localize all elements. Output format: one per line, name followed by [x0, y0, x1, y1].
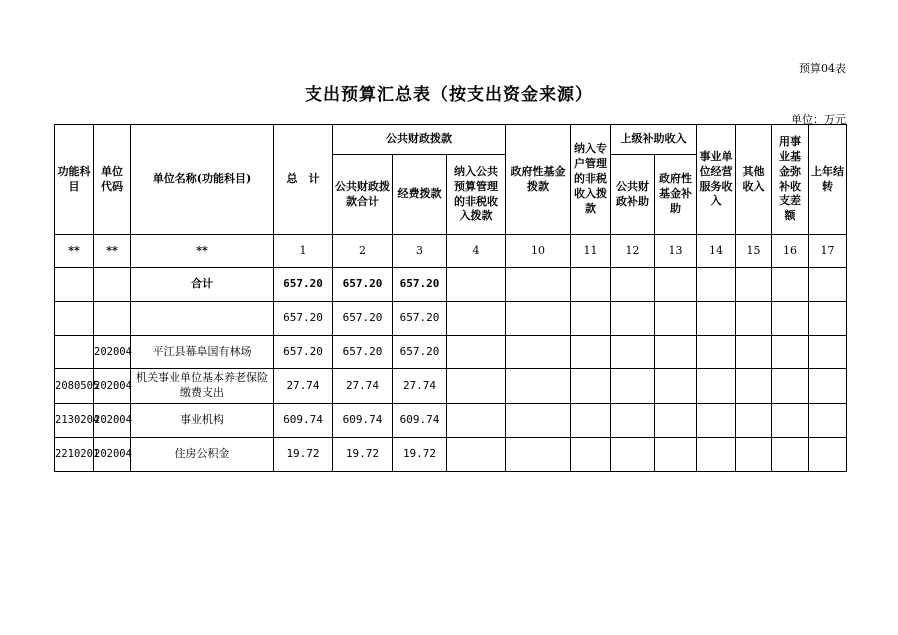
empty-cell: [655, 302, 697, 336]
empty-cell: [697, 438, 736, 472]
expense-alloc-cell: 657.20: [393, 268, 447, 302]
empty-cell: [772, 268, 809, 302]
empty-cell: [611, 404, 655, 438]
index-cell: **: [55, 235, 94, 268]
index-cell: 11: [571, 235, 611, 268]
header-last-year-balance: 上年结转: [809, 125, 847, 235]
header-unit-name: 单位名称(功能科目): [131, 125, 274, 235]
unit-name-cell: 事业机构: [131, 404, 274, 438]
header-func-code: 功能科目: [55, 125, 94, 235]
header-special-nontax: 纳入专户管理的非税收入拨款: [571, 125, 611, 235]
table-row: [55, 369, 847, 404]
empty-cell: [611, 336, 655, 369]
empty-cell: [809, 302, 847, 336]
empty-cell: [809, 336, 847, 369]
index-cell: 15: [736, 235, 772, 268]
func-code-cell: 2130204: [55, 404, 94, 438]
empty-cell: [697, 302, 736, 336]
index-row: [55, 235, 847, 268]
empty-cell: [772, 404, 809, 438]
public-fiscal-total-cell: 657.20: [333, 268, 393, 302]
func-code-cell: [55, 302, 94, 336]
empty-cell: [697, 369, 736, 404]
empty-cell: [506, 404, 571, 438]
expense-alloc-cell: 657.20: [393, 336, 447, 369]
empty-cell: [697, 404, 736, 438]
table-row: [55, 404, 847, 438]
expense-alloc-cell: 657.20: [393, 302, 447, 336]
empty-cell: [697, 268, 736, 302]
unit-code-cell: 202004: [94, 438, 131, 472]
empty-cell: [736, 268, 772, 302]
empty-cell: [772, 369, 809, 404]
empty-cell: [772, 438, 809, 472]
unit-code-cell: [94, 302, 131, 336]
empty-cell: [655, 268, 697, 302]
unit-name-cell: 机关事业单位基本养老保险缴费支出: [131, 369, 274, 404]
table-row: [55, 268, 847, 302]
empty-cell: [506, 336, 571, 369]
index-cell: 3: [393, 235, 447, 268]
header-public-fiscal: 公共财政拨款: [333, 125, 506, 155]
header-total: 总 计: [274, 125, 333, 235]
empty-cell: [447, 268, 506, 302]
empty-cell: [772, 302, 809, 336]
header-gov-fund: 政府性基金拨款: [506, 125, 571, 235]
header-unit-code: 单位代码: [94, 125, 131, 235]
empty-cell: [447, 336, 506, 369]
index-cell: 13: [655, 235, 697, 268]
empty-cell: [809, 438, 847, 472]
empty-cell: [611, 268, 655, 302]
empty-cell: [571, 404, 611, 438]
empty-cell: [611, 369, 655, 404]
index-cell: 14: [697, 235, 736, 268]
index-cell: 10: [506, 235, 571, 268]
func-code-cell: 2080505: [55, 369, 94, 404]
empty-cell: [772, 336, 809, 369]
index-cell: 2: [333, 235, 393, 268]
total-cell: 27.74: [274, 369, 333, 404]
empty-cell: [809, 268, 847, 302]
expense-alloc-cell: 609.74: [393, 404, 447, 438]
table-row: [55, 336, 847, 369]
empty-cell: [447, 438, 506, 472]
empty-cell: [736, 438, 772, 472]
header-budget-nontax: 纳入公共预算管理的非税收入拨款: [447, 155, 506, 235]
empty-cell: [571, 438, 611, 472]
form-number: 预算04表: [799, 62, 846, 75]
unit-name-cell: 合计: [131, 268, 274, 302]
unit-name-cell: 住房公积金: [131, 438, 274, 472]
total-cell: 657.20: [274, 268, 333, 302]
index-cell: 16: [772, 235, 809, 268]
index-cell: 17: [809, 235, 847, 268]
public-fiscal-total-cell: 657.20: [333, 336, 393, 369]
empty-cell: [697, 336, 736, 369]
empty-cell: [571, 369, 611, 404]
empty-cell: [736, 369, 772, 404]
empty-cell: [506, 369, 571, 404]
empty-cell: [447, 369, 506, 404]
header-sup-public: 公共财政补助: [611, 155, 655, 235]
empty-cell: [611, 438, 655, 472]
public-fiscal-total-cell: 27.74: [333, 369, 393, 404]
func-code-cell: [55, 268, 94, 302]
header-public-fiscal-total: 公共财政拨款合计: [333, 155, 393, 235]
header-other-income: 其他收入: [736, 125, 772, 235]
empty-cell: [571, 302, 611, 336]
empty-cell: [736, 302, 772, 336]
unit-code-cell: 202004: [94, 404, 131, 438]
empty-cell: [447, 302, 506, 336]
total-cell: 657.20: [274, 336, 333, 369]
index-cell: 12: [611, 235, 655, 268]
empty-cell: [447, 404, 506, 438]
empty-cell: [809, 369, 847, 404]
table-row: [55, 438, 847, 472]
expense-alloc-cell: 19.72: [393, 438, 447, 472]
empty-cell: [655, 438, 697, 472]
page-title: 支出预算汇总表（按支出资金来源）: [305, 85, 593, 105]
unit-code-cell: [94, 268, 131, 302]
expense-alloc-cell: 27.74: [393, 369, 447, 404]
unit-code-cell: 202004: [94, 369, 131, 404]
index-cell: **: [94, 235, 131, 268]
empty-cell: [506, 268, 571, 302]
empty-cell: [809, 404, 847, 438]
table-row: [55, 302, 847, 336]
empty-cell: [736, 336, 772, 369]
unit-name-cell: [131, 302, 274, 336]
index-cell: 1: [274, 235, 333, 268]
header-expense-alloc: 经费拨款: [393, 155, 447, 235]
header-fund-cover: 用事业基金弥补收支差额: [772, 125, 809, 235]
empty-cell: [736, 404, 772, 438]
public-fiscal-total-cell: 657.20: [333, 302, 393, 336]
total-cell: 19.72: [274, 438, 333, 472]
func-code-cell: [55, 336, 94, 369]
unit-label: 单位：万元: [791, 113, 846, 126]
budget-table: [54, 124, 847, 472]
public-fiscal-total-cell: 19.72: [333, 438, 393, 472]
empty-cell: [655, 369, 697, 404]
empty-cell: [611, 302, 655, 336]
unit-code-cell: 202004: [94, 336, 131, 369]
public-fiscal-total-cell: 609.74: [333, 404, 393, 438]
empty-cell: [655, 336, 697, 369]
unit-name-cell: 平江县幕阜国有林场: [131, 336, 274, 369]
total-cell: 657.20: [274, 302, 333, 336]
empty-cell: [571, 268, 611, 302]
index-cell: 4: [447, 235, 506, 268]
empty-cell: [655, 404, 697, 438]
index-cell: **: [131, 235, 274, 268]
empty-cell: [571, 336, 611, 369]
empty-cell: [506, 438, 571, 472]
header-sup-gov-fund: 政府性基金补助: [655, 155, 697, 235]
func-code-cell: 2210201: [55, 438, 94, 472]
header-business-income: 事业单位经营服务收入: [697, 125, 736, 235]
total-cell: 609.74: [274, 404, 333, 438]
empty-cell: [506, 302, 571, 336]
header-superior-subsidy: 上级补助收入: [611, 125, 697, 155]
